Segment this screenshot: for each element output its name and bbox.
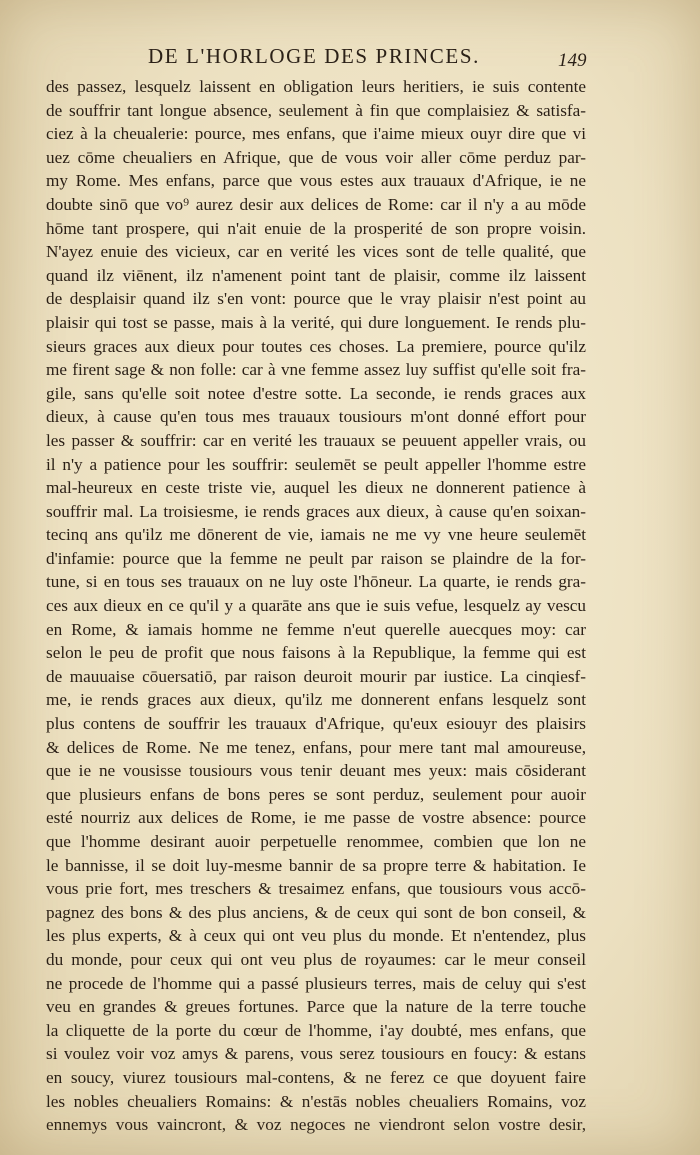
text-line: vous prie fort, mes treschers & tresaimez enfans, que tousiours vous accō- [46,879,586,899]
text-line: N'ayez enuie des vicieux, car en verité les vices sont de telle qualité, que [46,242,586,262]
text-line: les passer & souffrir: car en verité les trauaux se peuuent appeller vrais, ou [46,430,586,450]
text-line: que ie ne vousisse tousiours vous tenir deuant mes yeux: mais cōsiderant [46,761,586,781]
text-line: en soucy, viurez tousiours mal-contens, & ne ferez ce que doyuent faire [46,1067,586,1087]
text-line: plus contens de souffrir les trauaux d'Afrique, qu'eux esiouyr des plaisirs [46,714,586,734]
text-line: des passez, lesquelz laissent en obligation leurs heritiers, ie suis contente [46,77,586,96]
text-line: si voulez voir voz amys & parens, vous serez tousiours en foucy: & estans [46,1044,586,1064]
running-title: DE L'HORLOGE DES PRINCES. [148,44,480,68]
text-line: ciez à la cheualerie: pource, mes enfans, que i'aime mieux ouyr dire que vi [46,124,586,144]
text-line: il n'y a patience pour les souffrir: seulemēt se peult appeller l'homme estre [46,454,586,474]
text-line: d'infamie: pource que la femme ne peult par raison se plaindre de la for- [46,548,586,568]
text-line: la cliquette de la porte du cœur de l'homme, i'ay doubté, mes enfans, que [46,1020,586,1040]
text-line: me, ie rends graces aux dieux, qu'ilz me donnerent enfans lesquelz sont [46,690,586,710]
text-line: uez cōme cheualiers en Afrique, que de vous voir aller cōme perduz par- [46,147,586,167]
text-line: ne procede de l'homme qui a passé plusieurs terres, mais de celuy qui s'est [46,973,586,993]
page-header [0,44,700,74]
text-line: gile, sans qu'elle soit notee d'estre sotte. La seconde, ie rends graces aux [46,383,586,403]
text-line: que l'homme desirant auoir perpetuelle renommee, combien que lon ne [46,832,586,851]
text-line: les nobles cheualiers Romains: & n'estās nobles cheualiers Romains, voz [46,1091,586,1111]
text-line: que plusieurs enfans de bons peres se sont perduz, seulement pour auoir [46,784,586,804]
text-line: esté nourriz aux delices de Rome, ie me passe de vostre absence: pource [46,808,586,828]
text-line: selon le peu de profit que nous faisons à la Republique, la femme qui est [46,643,586,663]
page-number: 149 [558,50,587,71]
text-line: ces aux dieux en ce qu'il y a quarāte ans que ie suis vefue, lesquelz ay vescu [46,596,586,616]
text-line: de desplaisir quand ilz s'en vont: pource que le vray plaisir n'est point au [46,289,586,309]
text-line: les plus experts, & à ceux qui ont veu plus du monde. Et n'entendez, plus [46,926,586,946]
text-line: souffrir mal. La troisiesme, ie rends graces aux dieux, à cause qu'en soixan- [46,501,586,521]
text-line: & delices de Rome. Ne me tenez, enfans, pour mere tant mal amoureuse, [46,737,586,757]
text-line: veu en grandes & greues fortunes. Parce que la nature de la terre touche [46,997,586,1017]
text-line: plaisir qui tost se passe, mais à la verité, qui dure longuement. Ie rends plu- [46,312,586,332]
text-line: en Rome, & iamais homme ne femme n'eut querelle auecques moy: car [46,619,586,639]
text-line: du monde, pour ceux qui ont veu plus de royaumes: car le meur conseil [46,949,586,969]
text-line: quand ilz viēnent, ilz n'amenent point tant de plaisir, comme ilz laissent [46,265,586,285]
text-line: hōme tant prospere, qui n'ait enuie de la prosperité de son propre voisin. [46,218,586,238]
text-line: doubte sinō que vo⁹ aurez desir aux delices de Rome: car il n'y a au mōde [46,194,586,214]
text-line: mal-heureux en ceste triste vie, auquel les dieux ne donnerent patience à [46,478,586,498]
text-line: tune, si en tous ses trauaux on ne luy oste l'hōneur. La quarte, ie rends gra- [46,572,586,592]
text-line: pagnez des bons & des plus anciens, & de ceux qui sont de bon conseil, & [46,902,586,922]
text-line: dieux, à cause qu'en tous mes trauaux tousiours m'ont donné effort pour [46,407,586,427]
text-line: le bannisse, il se doit luy-mesme bannir de sa propre terre & habitation. Ie [46,855,586,875]
text-line: my Rome. Mes enfans, parce que vous estes aux trauaux d'Afrique, ie ne [46,171,586,191]
text-line: ennemys vous vaincront, & voz negoces ne viendront selon vostre desir, [46,1115,586,1135]
text-line: de souffrir tant longue absence, seulement à fin que complaisiez & satisfa- [46,100,586,120]
text-line: de mauuaise cōuersatiō, par raison deuroit mourir par iustice. La cinqiesf- [46,666,586,686]
body-text [46,75,586,1137]
text-line: tecinq ans qu'ilz me dōnerent de vie, iamais ne me vy vne heure seulemēt [46,525,586,545]
text-line: sieurs graces aux dieux pour toutes ces choses. La premiere, pource qu'ilz [46,336,586,356]
text-line: me firent sage & non folle: car à vne femme assez luy suffist qu'elle soit fra- [46,360,586,380]
